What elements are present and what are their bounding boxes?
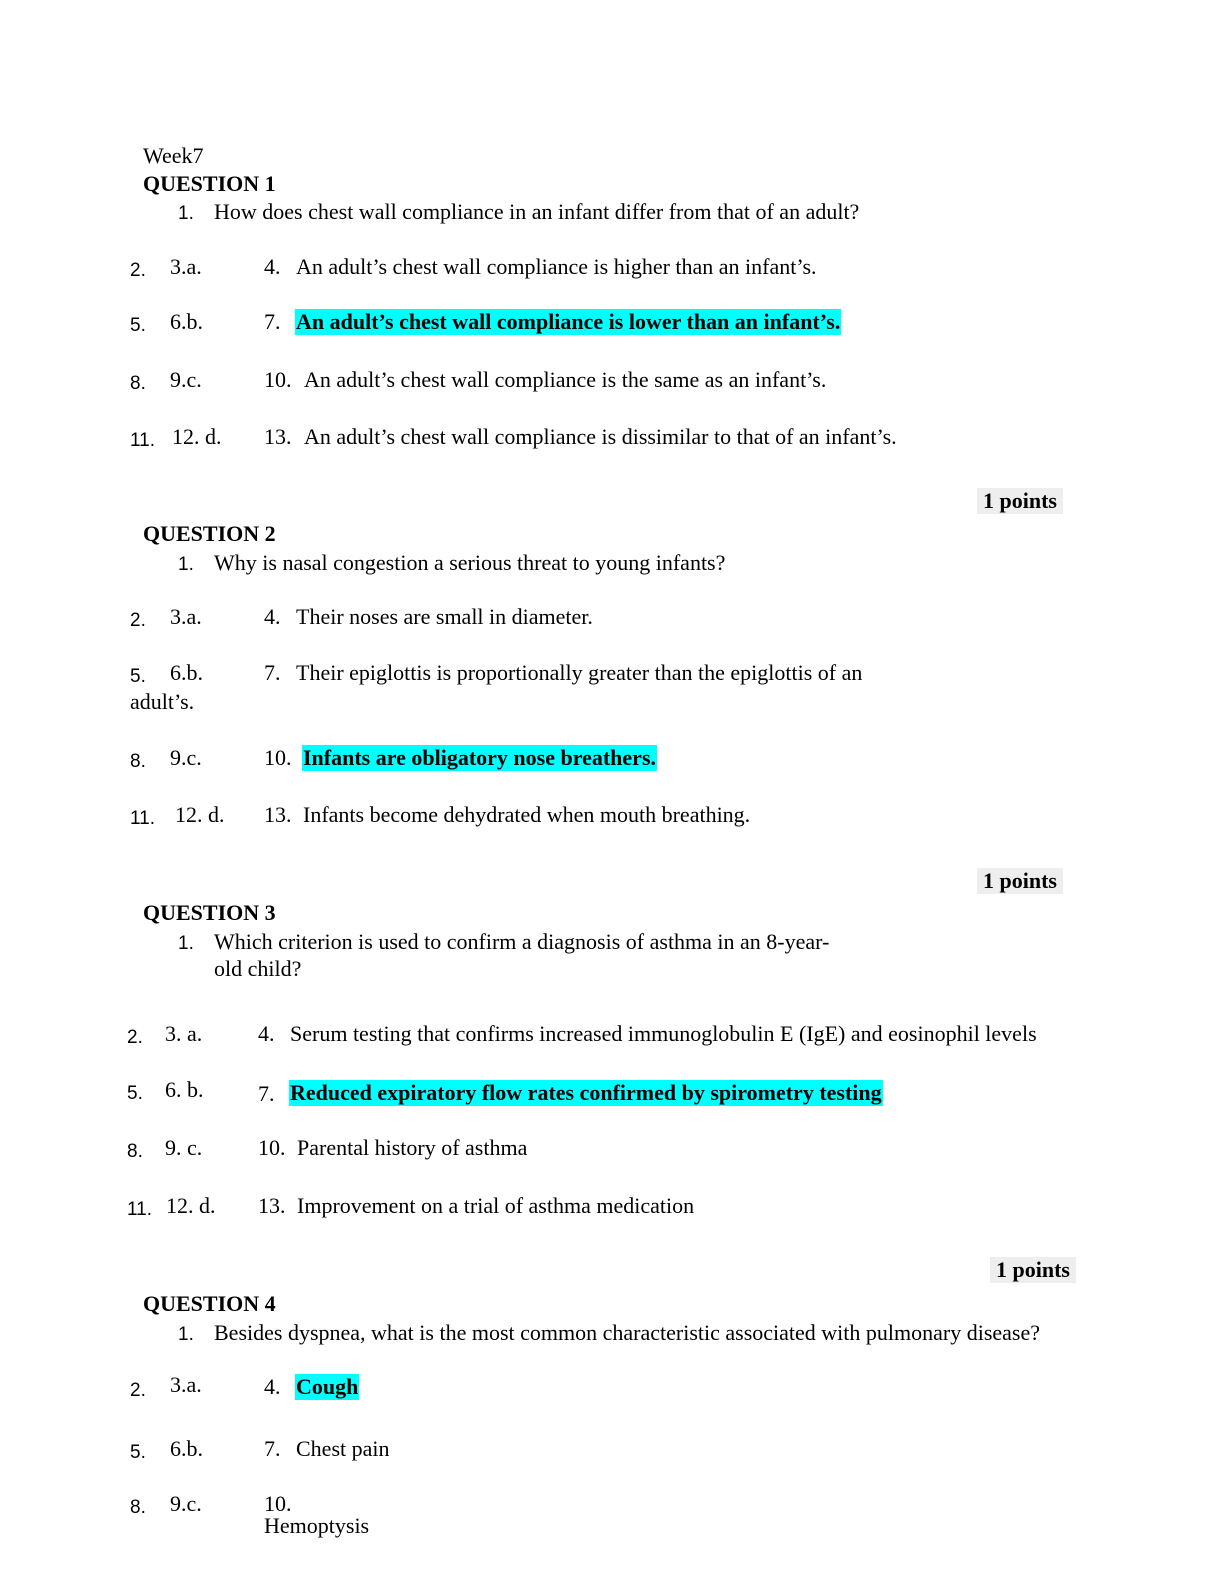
option-letter: 3. a. xyxy=(165,1021,203,1046)
option-letter: 9.c. xyxy=(170,745,202,770)
question-title: QUESTION 3 xyxy=(143,900,276,925)
correct-answer-option: Cough xyxy=(296,1374,359,1399)
option-letter: 9.c. xyxy=(170,367,202,392)
points-label: 1 points xyxy=(990,1257,1076,1283)
answer-option: Their noses are small in diameter. xyxy=(296,604,593,629)
list-number: 8. xyxy=(130,1497,146,1518)
answer-option: Hemoptysis xyxy=(264,1513,370,1538)
option-number: 4. xyxy=(264,1374,281,1399)
points-label: 1 points xyxy=(977,868,1063,894)
option-letter: 12. d. xyxy=(166,1193,216,1218)
list-number: 11. xyxy=(130,808,156,829)
list-number: 11. xyxy=(127,1199,153,1220)
option-number: 4. xyxy=(264,254,281,279)
list-number: 5. xyxy=(130,1442,146,1463)
answer-option: Chest pain xyxy=(296,1436,390,1461)
question-text: Why is nasal congestion a serious threat to young infants? xyxy=(214,550,726,575)
option-letter: 6.b. xyxy=(170,309,203,334)
option-number: 7. xyxy=(264,309,281,334)
answer-option: Their epiglottis is proportionally greater than the epiglottis of an xyxy=(296,660,863,685)
option-letter: 12. d. xyxy=(175,802,225,827)
list-number: 2. xyxy=(130,610,146,631)
list-number: 8. xyxy=(127,1141,143,1162)
list-number: 5. xyxy=(130,315,146,336)
option-letter: 9.c. xyxy=(170,1491,202,1516)
list-number: 8. xyxy=(130,373,146,394)
question-number: 1. xyxy=(178,203,194,224)
option-number: 7. xyxy=(264,660,281,685)
answer-option: An adult’s chest wall compliance is the same as an infant’s. xyxy=(304,367,827,392)
question-title: QUESTION 1 xyxy=(143,171,276,196)
answer-option-continued: adult’s. xyxy=(130,689,195,714)
option-letter: 3.a. xyxy=(170,604,202,629)
question-number: 1. xyxy=(178,933,194,954)
option-number: 10. xyxy=(264,745,292,770)
answer-option: An adult’s chest wall compliance is higher than an infant’s. xyxy=(296,254,817,279)
option-number: 4. xyxy=(258,1021,275,1046)
option-number: 7. xyxy=(264,1436,281,1461)
list-number: 11. xyxy=(130,430,156,451)
option-number: 7. xyxy=(258,1081,275,1106)
question-text: How does chest wall compliance in an infant differ from that of an adult? xyxy=(214,199,860,224)
option-letter: 6.b. xyxy=(170,1436,203,1461)
page-header: Week7 xyxy=(143,143,204,168)
correct-answer-option: Infants are obligatory nose breathers. xyxy=(303,745,657,770)
question-text: Which criterion is used to confirm a diagnosis of asthma in an 8-year- xyxy=(214,929,830,954)
question-number: 1. xyxy=(178,554,194,575)
points-label: 1 points xyxy=(977,488,1063,514)
option-number: 10. xyxy=(258,1135,286,1160)
list-number: 2. xyxy=(130,1380,146,1401)
list-number: 5. xyxy=(127,1083,143,1104)
answer-option: An adult’s chest wall compliance is dissimilar to that of an infant’s. xyxy=(304,424,897,449)
option-letter: 6. b. xyxy=(165,1077,204,1102)
option-number: 10. xyxy=(264,1491,292,1516)
question-title: QUESTION 2 xyxy=(143,521,276,546)
option-number: 13. xyxy=(258,1193,286,1218)
answer-option: Serum testing that confirms increased immunoglobulin E (IgE) and eosinophil levels xyxy=(290,1021,1037,1046)
question-number: 1. xyxy=(178,1324,194,1345)
correct-answer-option: Reduced expiratory flow rates confirmed by spirometry testing xyxy=(290,1080,882,1105)
list-number: 8. xyxy=(130,751,146,772)
correct-answer-option: An adult’s chest wall compliance is lower than an infant’s. xyxy=(296,309,841,334)
option-number: 4. xyxy=(264,604,281,629)
list-number: 5. xyxy=(130,666,146,687)
option-number: 10. xyxy=(264,367,292,392)
option-letter: 9. c. xyxy=(165,1135,203,1160)
question-text-continued: old child? xyxy=(214,956,302,981)
question-title: QUESTION 4 xyxy=(143,1291,276,1316)
answer-option: Parental history of asthma xyxy=(297,1135,528,1160)
question-text: Besides dyspnea, what is the most common characteristic associated with pulmonary disease? xyxy=(214,1320,1040,1345)
option-letter: 12. d. xyxy=(172,424,222,449)
answer-option: Infants become dehydrated when mouth breathing. xyxy=(303,802,751,827)
option-letter: 3.a. xyxy=(170,1372,202,1397)
option-letter: 3.a. xyxy=(170,254,202,279)
answer-option: Improvement on a trial of asthma medication xyxy=(297,1193,695,1218)
option-letter: 6.b. xyxy=(170,660,203,685)
list-number: 2. xyxy=(127,1027,143,1048)
option-number: 13. xyxy=(264,424,292,449)
option-number: 13. xyxy=(264,802,292,827)
list-number: 2. xyxy=(130,260,146,281)
